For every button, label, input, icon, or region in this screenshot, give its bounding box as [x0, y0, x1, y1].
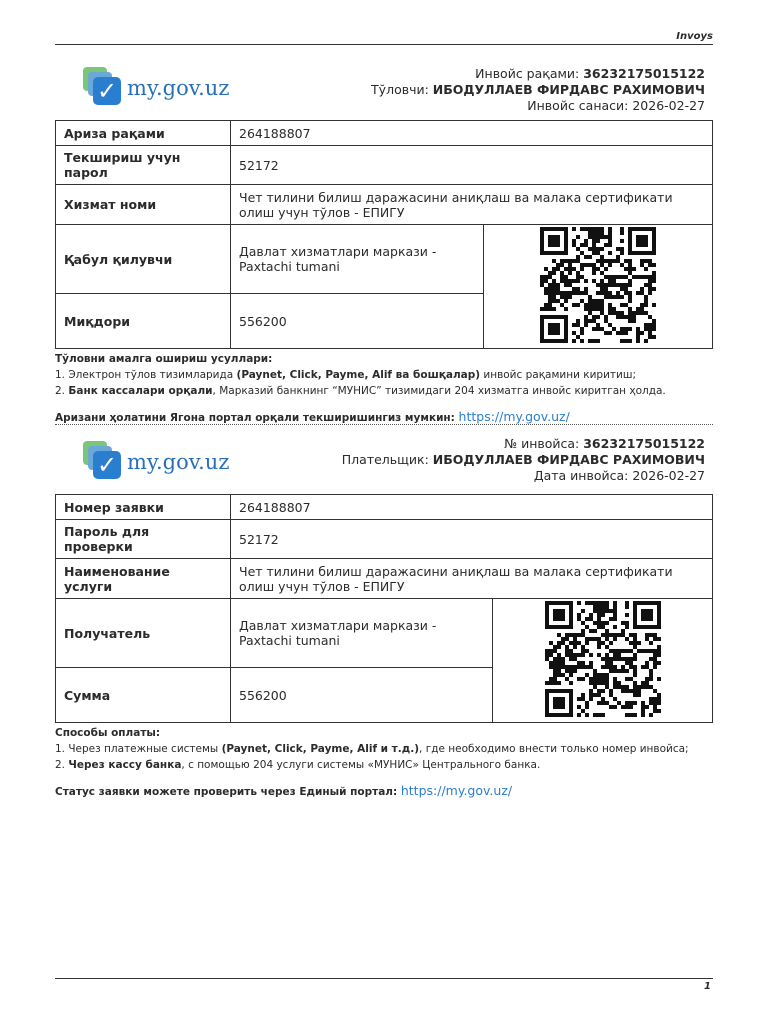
- payment-methods-title: Тўловни амалга ошириш усуллари:: [55, 353, 273, 365]
- invoice-date: 2026-02-27: [632, 98, 705, 113]
- invoice-number-label: № инвойса:: [504, 436, 584, 451]
- invoice-section-uz: [55, 58, 713, 424]
- invoice-section-ru: [55, 432, 713, 798]
- cut-line: [55, 424, 713, 425]
- invoice-date-label: Инвойс санаси:: [527, 98, 633, 113]
- payment-method-2: [55, 383, 713, 399]
- logo: [83, 66, 229, 106]
- payment-methods: [55, 351, 713, 399]
- password-label: Пароль для проверки: [56, 520, 231, 559]
- method-bold: Через кассу банка: [68, 759, 182, 771]
- password-label: Текшириш учун парол: [56, 146, 231, 185]
- invoice-header: [55, 58, 713, 120]
- method-text: , Марказий банкнинг “МУНИС” тизимидаги 204 хизматга инвойс киритган ҳолда.: [212, 385, 666, 397]
- portal-link[interactable]: https://my.gov.uz/: [458, 409, 570, 424]
- service-name-label: Наименование услуги: [56, 559, 231, 599]
- table-row: [56, 599, 713, 668]
- top-divider: [55, 44, 713, 45]
- logo-text: my.gov.uz: [127, 76, 230, 100]
- recipient: Давлат хизматлари маркази - Paxtachi tumani: [231, 599, 493, 668]
- invoice-info: [371, 66, 705, 114]
- qr-code-cell: [484, 225, 713, 349]
- bottom-divider: [55, 978, 713, 979]
- method-text: 1. Через платежные системы: [55, 743, 222, 755]
- invoice-number: 36232175015122: [583, 66, 705, 81]
- method-text: инвойс рақамини киритиш;: [480, 369, 637, 381]
- table-row: [56, 225, 713, 294]
- logo: [83, 440, 229, 480]
- application-number-label: Ариза рақами: [56, 121, 231, 146]
- logo-text: my.gov.uz: [127, 450, 230, 474]
- invoice-header: [55, 432, 713, 494]
- payment-method-1: [55, 741, 713, 757]
- method-text: 2.: [55, 385, 69, 397]
- portal-link[interactable]: https://my.gov.uz/: [400, 783, 513, 798]
- portal-text: Статус заявки можете проверить через Единый портал:: [55, 786, 401, 798]
- payment-methods: [55, 725, 713, 773]
- service-name-label: Хизмат номи: [56, 185, 231, 225]
- portal-text: Аризани ҳолатини Ягона портал орқали текширишингиз мумкин:: [55, 412, 459, 424]
- method-text: , с помощью 204 услуги системы «МУНИС» Центрального банка.: [181, 759, 541, 771]
- method-bold: Банк кассалари орқали: [68, 385, 213, 397]
- recipient-label: Получатель: [56, 599, 231, 668]
- service-name: Чет тилини билиш даражасини аниқлаш ва малака сертификати олиш учун тўлов - ЕПИГУ: [231, 559, 713, 599]
- invoice-number: 36232175015122: [583, 436, 705, 451]
- invoice-number-label: Инвойс рақами:: [475, 66, 584, 81]
- invoice-date-label: Дата инвойса:: [533, 468, 633, 483]
- invoice-info: [342, 436, 705, 484]
- table-row: [56, 185, 713, 225]
- recipient: Давлат хизматлари маркази - Paxtachi tumani: [231, 225, 484, 294]
- check-icon: ✓: [83, 67, 121, 105]
- portal-note: [55, 783, 713, 798]
- page-number: 1: [704, 981, 711, 992]
- payment-method-2: [55, 757, 713, 773]
- table-row: [56, 559, 713, 599]
- method-text: 2.: [55, 759, 69, 771]
- amount: 556200: [231, 668, 493, 723]
- method-bold: (Paynet, Click, Payme, Alif ва бошқалар): [236, 369, 481, 381]
- amount: 556200: [231, 294, 484, 349]
- payment-method-1: [55, 367, 713, 383]
- qr-code-cell: [493, 599, 713, 723]
- qr-code-icon: [543, 601, 663, 717]
- payer-name: ИБОДУЛЛАЕВ ФИРДАВС РАХИМОВИЧ: [432, 82, 705, 97]
- method-text: 1. Электрон тўлов тизимларида: [55, 369, 237, 381]
- amount-label: Сумма: [56, 668, 231, 723]
- application-number: 264188807: [231, 121, 713, 146]
- portal-note: [55, 409, 713, 424]
- password-value: 52172: [231, 146, 713, 185]
- invoice-date: 2026-02-27: [632, 468, 705, 483]
- qr-code-icon: [538, 227, 658, 343]
- table-row: [56, 520, 713, 559]
- application-number-label: Номер заявки: [56, 495, 231, 520]
- table-row: [56, 121, 713, 146]
- invoice-table: [55, 494, 713, 723]
- service-name: Чет тилини билиш даражасини аниқлаш ва малака сертификати олиш учун тўлов - ЕПИГУ: [231, 185, 713, 225]
- invoice-table: [55, 120, 713, 349]
- method-text: , где необходимо внести только номер инвойса;: [419, 743, 689, 755]
- payer-label: Тўловчи:: [371, 82, 433, 97]
- method-bold: (Paynet, Click, Payme, Alif и т.д.): [221, 743, 420, 755]
- password-value: 52172: [231, 520, 713, 559]
- payer-name: ИБОДУЛЛАЕВ ФИРДАВС РАХИМОВИЧ: [432, 452, 705, 467]
- table-row: [56, 146, 713, 185]
- table-row: [56, 495, 713, 520]
- application-number: 264188807: [231, 495, 713, 520]
- amount-label: Миқдори: [56, 294, 231, 349]
- payer-label: Плательщик:: [341, 452, 433, 467]
- check-icon: ✓: [83, 441, 121, 479]
- page-tag: Invoys: [676, 31, 713, 42]
- payment-methods-title: Способы оплаты:: [55, 727, 161, 739]
- recipient-label: Қабул қилувчи: [56, 225, 231, 294]
